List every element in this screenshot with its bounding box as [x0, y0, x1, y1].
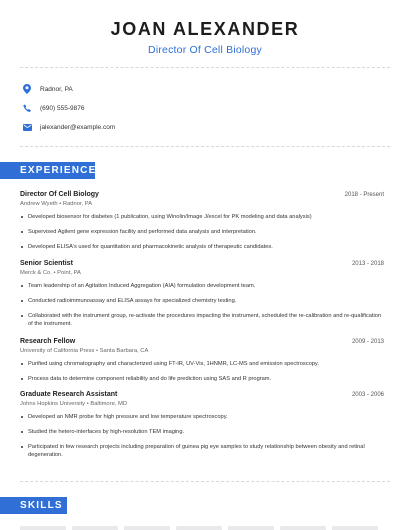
job-entry [20, 338, 384, 390]
skill-chip [332, 526, 378, 530]
mail-icon [20, 120, 34, 134]
job-bullet: Conducted radioimmunoassay and ELISA assays for specialized chemistry testing. [20, 297, 384, 305]
job-bullets [20, 360, 384, 383]
phone-icon [20, 101, 34, 115]
job-bullet: Studied the hetero-interfaces by high-resolution TEM imaging. [20, 428, 384, 436]
job-bullets [20, 282, 384, 328]
job-entry [20, 391, 384, 466]
job-title: Research Fellow [20, 338, 76, 345]
job-bullet: Team leadership of an Agitation Induced Aggregation (AIA) formulation development team. [20, 282, 384, 290]
job-dates: 2018 - Present [344, 192, 384, 198]
job-title: Graduate Research Assistant [20, 391, 118, 398]
job-dates: 2009 - 2013 [351, 339, 384, 345]
job-bullet: Participated in few research projects including preparation of guinea pig eye samples to study relationship between obesity and retinal degeneration. [20, 443, 384, 459]
job-bullet: Supervised Agilent gene expression facility and performed data analysis and interpretation. [20, 228, 384, 236]
skill-chip [72, 526, 118, 530]
contact-phone [20, 99, 115, 117]
job-title: Senior Scientist [20, 260, 73, 267]
job-bullet: Developed biosensor for diabetes (1 publication, using Winolin/Image J/excel for PK modeling and data analysis) [20, 213, 384, 221]
job-bullet: Process data to determine component reliability and do life prediction using SAS and R program. [20, 375, 384, 383]
experience-section-header: EXPERIENCE [0, 162, 95, 179]
contact-email[interactable] [20, 118, 115, 136]
job-dates: 2013 - 2018 [351, 261, 384, 267]
skills-list [20, 526, 378, 530]
contact-location [20, 80, 115, 98]
experience-divider [20, 481, 390, 482]
contact-phone-text: (690) 555-9876 [40, 104, 85, 112]
job-company: Andrew Wyeth • Radnor, PA [20, 201, 93, 207]
skill-chip [280, 526, 326, 530]
header-divider [20, 67, 390, 68]
job-bullets [20, 413, 384, 459]
job-company: Johns Hopkins University • Baltimore, MD [20, 401, 128, 407]
contact-location-text: Radnor, PA [40, 85, 73, 93]
skill-chip [228, 526, 274, 530]
candidate-name: JOAN ALEXANDER [110, 19, 300, 39]
contact-email-text[interactable]: jalexander@example.com [40, 123, 116, 131]
job-entry [20, 260, 384, 335]
job-bullets [20, 213, 384, 251]
skill-chip [20, 526, 66, 530]
job-company: University of California Press • Santa Barbara, CA [20, 348, 149, 354]
contact-divider [20, 146, 390, 147]
job-bullet: Developed ELISA's used for quantitation and pharmacokinetic analysis of therapeutic candidates. [20, 243, 384, 251]
job-title: Director Of Cell Biology [20, 191, 99, 198]
location-pin-icon [20, 82, 34, 96]
skill-chip [176, 526, 222, 530]
skill-chip [124, 526, 170, 530]
contact-list [20, 80, 115, 137]
job-bullet: Purified using chromatography and characterized using FT-IR, UV-Vis, 1HNMR, LC-MS and emission spectroscopy. [20, 360, 384, 368]
job-entry [20, 191, 384, 258]
job-dates: 2003 - 2006 [351, 392, 384, 398]
resume-header [0, 0, 410, 56]
candidate-title: Director Of Cell Biology [148, 44, 262, 56]
job-bullet: Collaborated with the instrument group, re-activate the procedures impacting the instrument, scheduled the re-calibration and re-qualification of the instrument. [20, 312, 384, 328]
skills-section-header: SKILLS [0, 497, 67, 514]
job-company: Merck & Co. • Point, PA [20, 270, 81, 276]
job-bullet: Developed an NMR probe for high pressure and low temperature spectroscopy. [20, 413, 384, 421]
